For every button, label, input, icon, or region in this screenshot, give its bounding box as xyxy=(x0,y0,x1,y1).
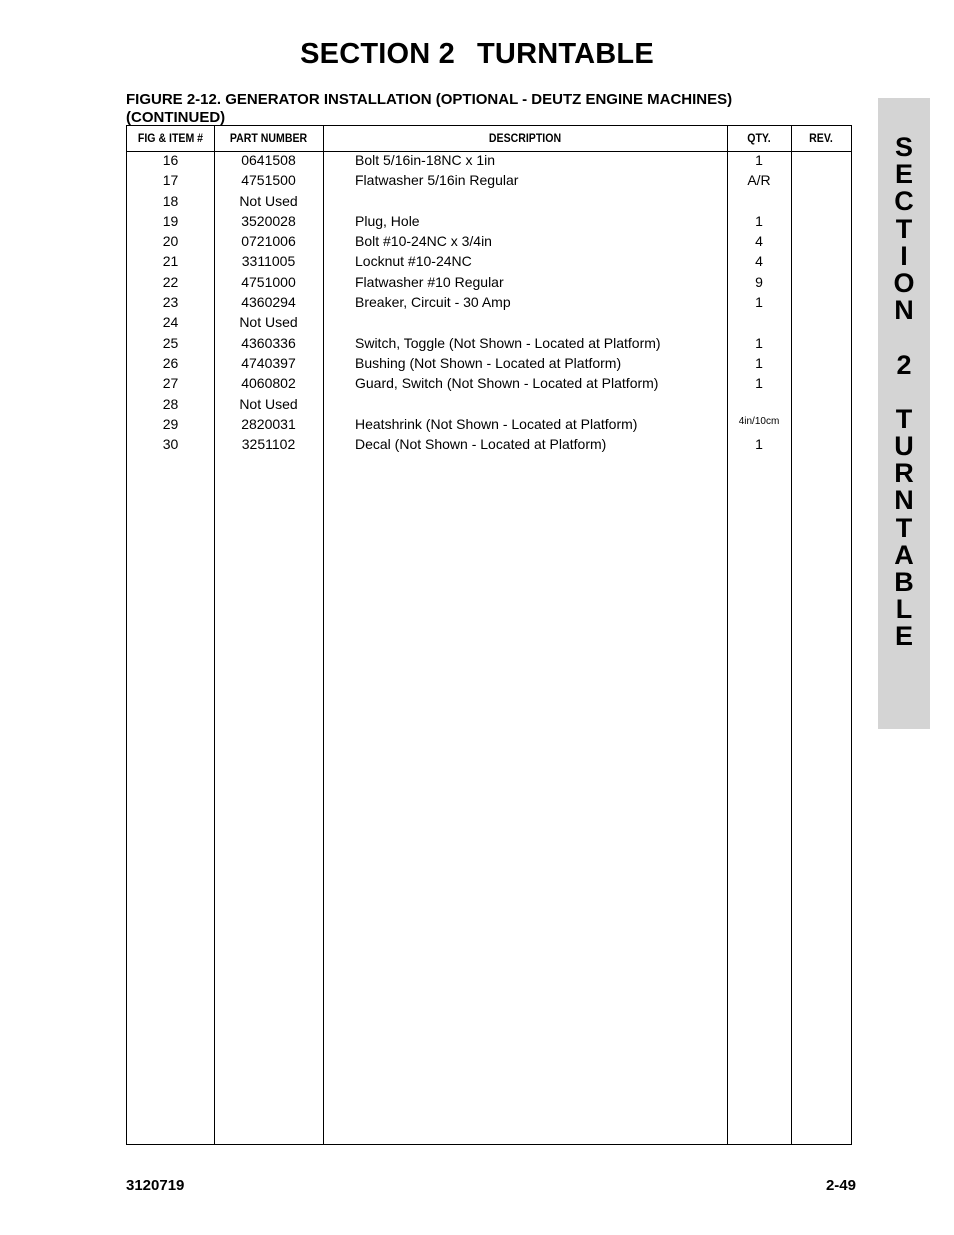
side-tab-letter: A xyxy=(894,539,914,570)
side-tab-letter: 2 xyxy=(896,349,912,380)
table-row xyxy=(127,314,851,334)
section-number: SECTION 2 xyxy=(300,38,456,70)
cell-qty: A/R xyxy=(747,172,771,189)
cell-description: Heatshrink (Not Shown - Located at Platform) xyxy=(355,415,638,432)
side-tab-letter xyxy=(878,324,930,351)
side-tab-letter: T xyxy=(895,403,913,434)
side-tab-letter: N xyxy=(894,485,914,516)
figure-title xyxy=(126,91,826,127)
side-tab-letter: R xyxy=(894,458,914,489)
cell-part-number: Not Used xyxy=(239,314,298,331)
table-row xyxy=(127,335,851,355)
cell-fig-item: 16 xyxy=(162,152,179,168)
figure-title-line-2: (CONTINUED) xyxy=(126,109,226,126)
cell-qty: 1 xyxy=(755,152,763,168)
cell-fig-item: 29 xyxy=(162,415,179,432)
cell-description: Guard, Switch (Not Shown - Located at Platform) xyxy=(355,375,659,392)
side-tab-letter xyxy=(878,379,930,406)
side-tab-letter: U xyxy=(894,431,914,462)
cell-part-number: 4751000 xyxy=(241,273,296,290)
cell-fig-item: 20 xyxy=(162,233,179,250)
table-row xyxy=(127,396,851,416)
cell-fig-item: 24 xyxy=(162,314,179,331)
header-rev: REV. xyxy=(809,131,833,145)
cell-fig-item: 26 xyxy=(162,354,179,371)
cell-qty: 1 xyxy=(755,436,763,453)
cell-part-number: 2820031 xyxy=(241,415,296,432)
cell-qty: 1 xyxy=(755,212,763,229)
cell-part-number: 3520028 xyxy=(241,212,296,229)
cell-description: Bushing (Not Shown - Located at Platform) xyxy=(355,354,622,371)
cell-description: Flatwasher 5/16in Regular xyxy=(355,172,519,189)
header-part-number: PART NUMBER xyxy=(229,131,308,145)
cell-fig-item: 25 xyxy=(162,334,179,351)
cell-description: Switch, Toggle (Not Shown - Located at Platform) xyxy=(355,334,661,351)
table-row xyxy=(127,416,851,436)
cell-qty: 4in/10cm xyxy=(738,415,780,427)
document-number: 3120719 xyxy=(126,1177,185,1194)
header-description: DESCRIPTION xyxy=(488,131,562,145)
cell-qty: 9 xyxy=(755,273,763,290)
section-name: TURNTABLE xyxy=(477,38,654,70)
table-row xyxy=(127,294,851,314)
cell-fig-item: 21 xyxy=(162,253,179,270)
cell-qty: 4 xyxy=(755,253,763,270)
header-fig-item: FIG & ITEM # xyxy=(137,131,204,145)
cell-qty: 1 xyxy=(755,354,763,371)
cell-qty: 1 xyxy=(755,294,763,311)
table-row xyxy=(127,152,851,172)
cell-part-number: 0641508 xyxy=(241,152,296,168)
side-tab-letter: O xyxy=(893,267,915,298)
cell-qty: 1 xyxy=(755,334,763,351)
cell-fig-item: 23 xyxy=(162,294,179,311)
side-tab-letter: E xyxy=(894,159,913,190)
cell-description: Flatwasher #10 Regular xyxy=(355,273,504,290)
cell-fig-item: 22 xyxy=(162,273,179,290)
side-tab-letter: L xyxy=(895,594,913,625)
figure-title-line-1: FIGURE 2-12. GENERATOR INSTALLATION (OPTIONAL - DEUTZ ENGINE MACHINES) xyxy=(126,91,733,108)
side-tab-letter: N xyxy=(894,295,914,326)
side-tab-letter: I xyxy=(900,240,908,271)
table-row xyxy=(127,436,851,456)
table-row xyxy=(127,172,851,192)
table-row xyxy=(127,193,851,213)
table-row xyxy=(127,375,851,395)
page-number: 2-49 xyxy=(825,1177,856,1194)
cell-fig-item: 27 xyxy=(162,375,179,392)
cell-description: Decal (Not Shown - Located at Platform) xyxy=(355,436,607,453)
table-row xyxy=(127,355,851,375)
side-tab-letter: S xyxy=(894,132,913,162)
cell-qty: 4 xyxy=(755,233,763,250)
table-row xyxy=(127,274,851,294)
cell-part-number: 4060802 xyxy=(241,375,296,392)
side-tab-letter: C xyxy=(894,186,914,217)
table-body xyxy=(127,152,851,456)
cell-part-number: Not Used xyxy=(239,192,298,209)
cell-part-number: 4360294 xyxy=(241,294,296,311)
section-title xyxy=(0,38,954,71)
cell-description: Breaker, Circuit - 30 Amp xyxy=(355,294,511,311)
cell-description: Bolt 5/16in-18NC x 1in xyxy=(355,152,496,168)
cell-fig-item: 18 xyxy=(162,192,179,209)
cell-part-number: 0721006 xyxy=(241,233,296,250)
cell-fig-item: 30 xyxy=(162,436,179,453)
cell-part-number: Not Used xyxy=(239,395,298,412)
table-row xyxy=(127,253,851,273)
side-tab-letter: E xyxy=(894,621,913,652)
cell-part-number: 3311005 xyxy=(241,253,296,270)
parts-table xyxy=(126,125,852,1145)
side-tab-letter: B xyxy=(894,567,914,597)
cell-qty: 1 xyxy=(755,375,763,392)
side-tab-letters xyxy=(878,134,930,651)
cell-fig-item: 28 xyxy=(162,395,179,412)
header-qty: QTY. xyxy=(747,131,771,145)
table-row xyxy=(127,213,851,233)
cell-part-number: 3251102 xyxy=(241,436,296,453)
section-side-tab xyxy=(878,98,930,729)
cell-part-number: 4751500 xyxy=(241,172,296,189)
cell-part-number: 4740397 xyxy=(241,354,296,371)
cell-fig-item: 19 xyxy=(162,212,179,229)
cell-description: Bolt #10-24NC x 3/4in xyxy=(355,233,492,250)
cell-part-number: 4360336 xyxy=(241,334,296,351)
cell-fig-item: 17 xyxy=(162,172,179,189)
cell-description: Locknut #10-24NC xyxy=(355,253,472,270)
table-row xyxy=(127,233,851,253)
cell-description: Plug, Hole xyxy=(355,212,420,229)
side-tab-letter: T xyxy=(895,213,913,244)
side-tab-letter: T xyxy=(895,512,913,543)
